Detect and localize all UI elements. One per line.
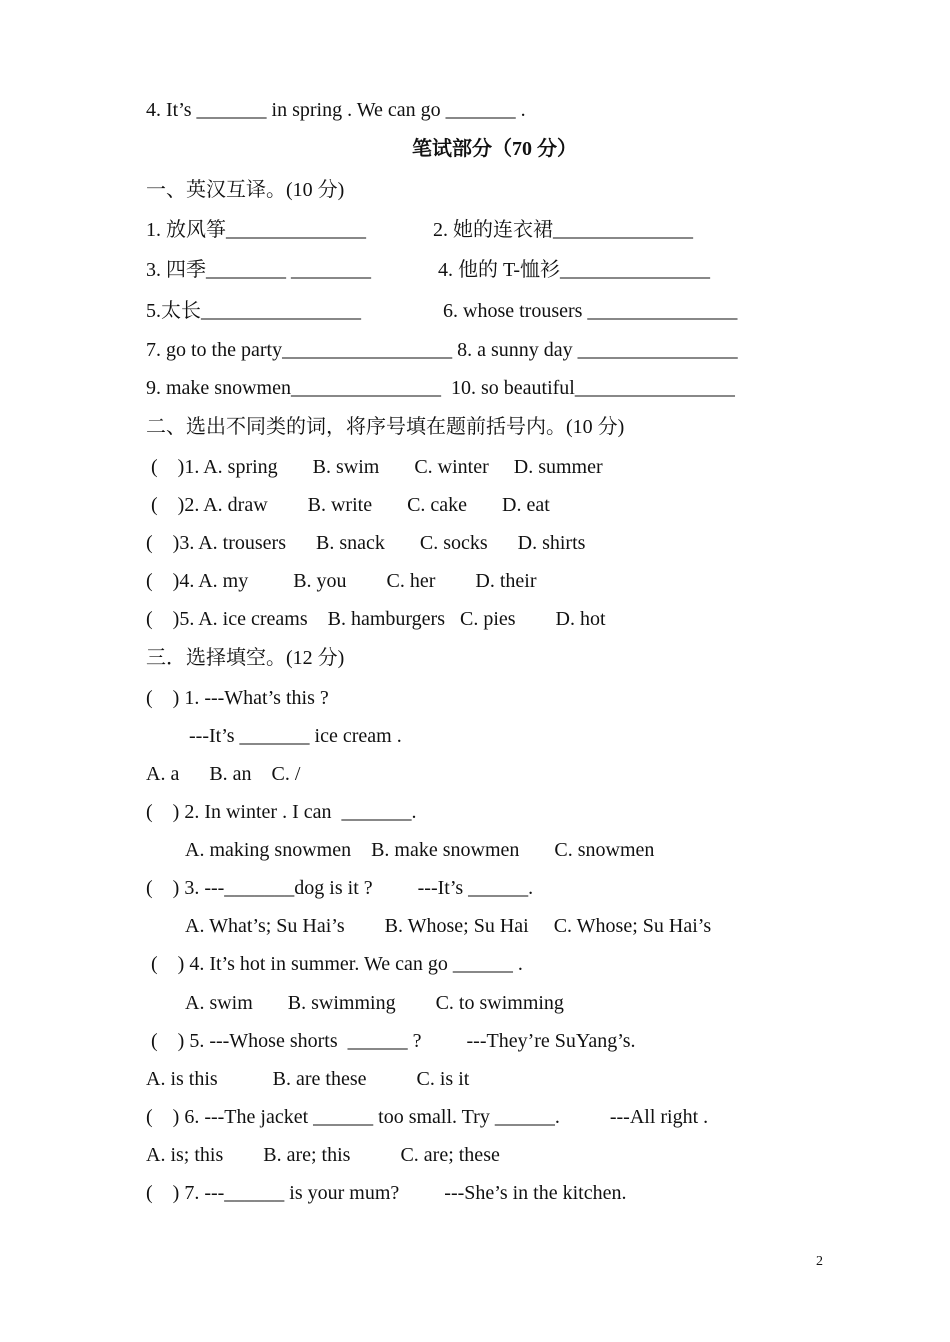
fill-blank-question-4: 4. It’s _______ in spring . We can go _______ . — [146, 99, 526, 121]
translate-item-2: 2. 她的连衣裙______________ — [433, 219, 693, 241]
choice-3-options: A. What’s; Su Hai’s B. Whose; Su Hai C. Whose; Su Hai’s — [185, 915, 712, 937]
page-number: 2 — [816, 1254, 823, 1269]
choice-4-options: A. swim B. swimming C. to swimming — [185, 992, 564, 1014]
odd-one-out-3: ( )3. A. trousers B. snack C. socks D. shirts — [146, 532, 586, 554]
choice-7-question: ( ) 7. ---______ is your mum? ---She’s in the kitchen. — [146, 1182, 627, 1204]
translate-item-1: 1. 放风筝______________ — [146, 219, 366, 241]
translate-item-3: 3. 四季________ ________ — [146, 259, 371, 281]
section-2-heading: 二、选出不同类的词，将序号填在题前括号内。(10 分) — [146, 416, 625, 438]
translate-items-9-10: 9. make snowmen_______________ 10. so beautiful________________ — [146, 377, 735, 399]
choice-1-options: A. a B. an C. / — [146, 763, 301, 785]
translate-items-7-8: 7. go to the party_________________ 8. a sunny day ________________ — [146, 339, 738, 361]
odd-one-out-5: ( )5. A. ice creams B. hamburgers C. pies D. hot — [146, 608, 606, 630]
odd-one-out-2: ( )2. A. draw B. write C. cake D. eat — [146, 494, 550, 516]
choice-1-question: ( ) 1. ---What’s this ? — [146, 687, 329, 709]
section-1-heading: 一、英汉互译。(10 分) — [146, 179, 345, 201]
choice-6-question: ( ) 6. ---The jacket ______ too small. Try ______. ---All right . — [146, 1106, 709, 1128]
choice-6-options: A. is; this B. are; this C. are; these — [146, 1144, 500, 1166]
odd-one-out-1: ( )1. A. spring B. swim C. winter D. summer — [146, 456, 603, 478]
choice-5-question: ( ) 5. ---Whose shorts ______ ? ---They’re SuYang’s. — [146, 1030, 636, 1052]
written-section-title: 笔试部分（70 分） — [412, 138, 577, 160]
choice-2-question: ( ) 2. In winter . I can _______. — [146, 801, 417, 823]
choice-1-answer-line: ---It’s _______ ice cream . — [189, 725, 402, 747]
translate-item-4: 4. 他的 T-恤衫_______________ — [438, 259, 711, 281]
translate-item-5: 5.太长________________ — [146, 300, 361, 322]
translate-item-6: 6. whose trousers _______________ — [443, 300, 738, 322]
odd-one-out-4: ( )4. A. my B. you C. her D. their — [146, 570, 537, 592]
choice-2-options: A. making snowmen B. make snowmen C. snowmen — [185, 839, 655, 861]
choice-5-options: A. is this B. are these C. is it — [146, 1068, 470, 1090]
section-3-heading: 三．选择填空。(12 分) — [146, 647, 345, 669]
choice-4-question: ( ) 4. It’s hot in summer. We can go ______ . — [146, 953, 523, 975]
choice-3-question: ( ) 3. ---_______dog is it ? ---It’s ______. — [146, 877, 534, 899]
